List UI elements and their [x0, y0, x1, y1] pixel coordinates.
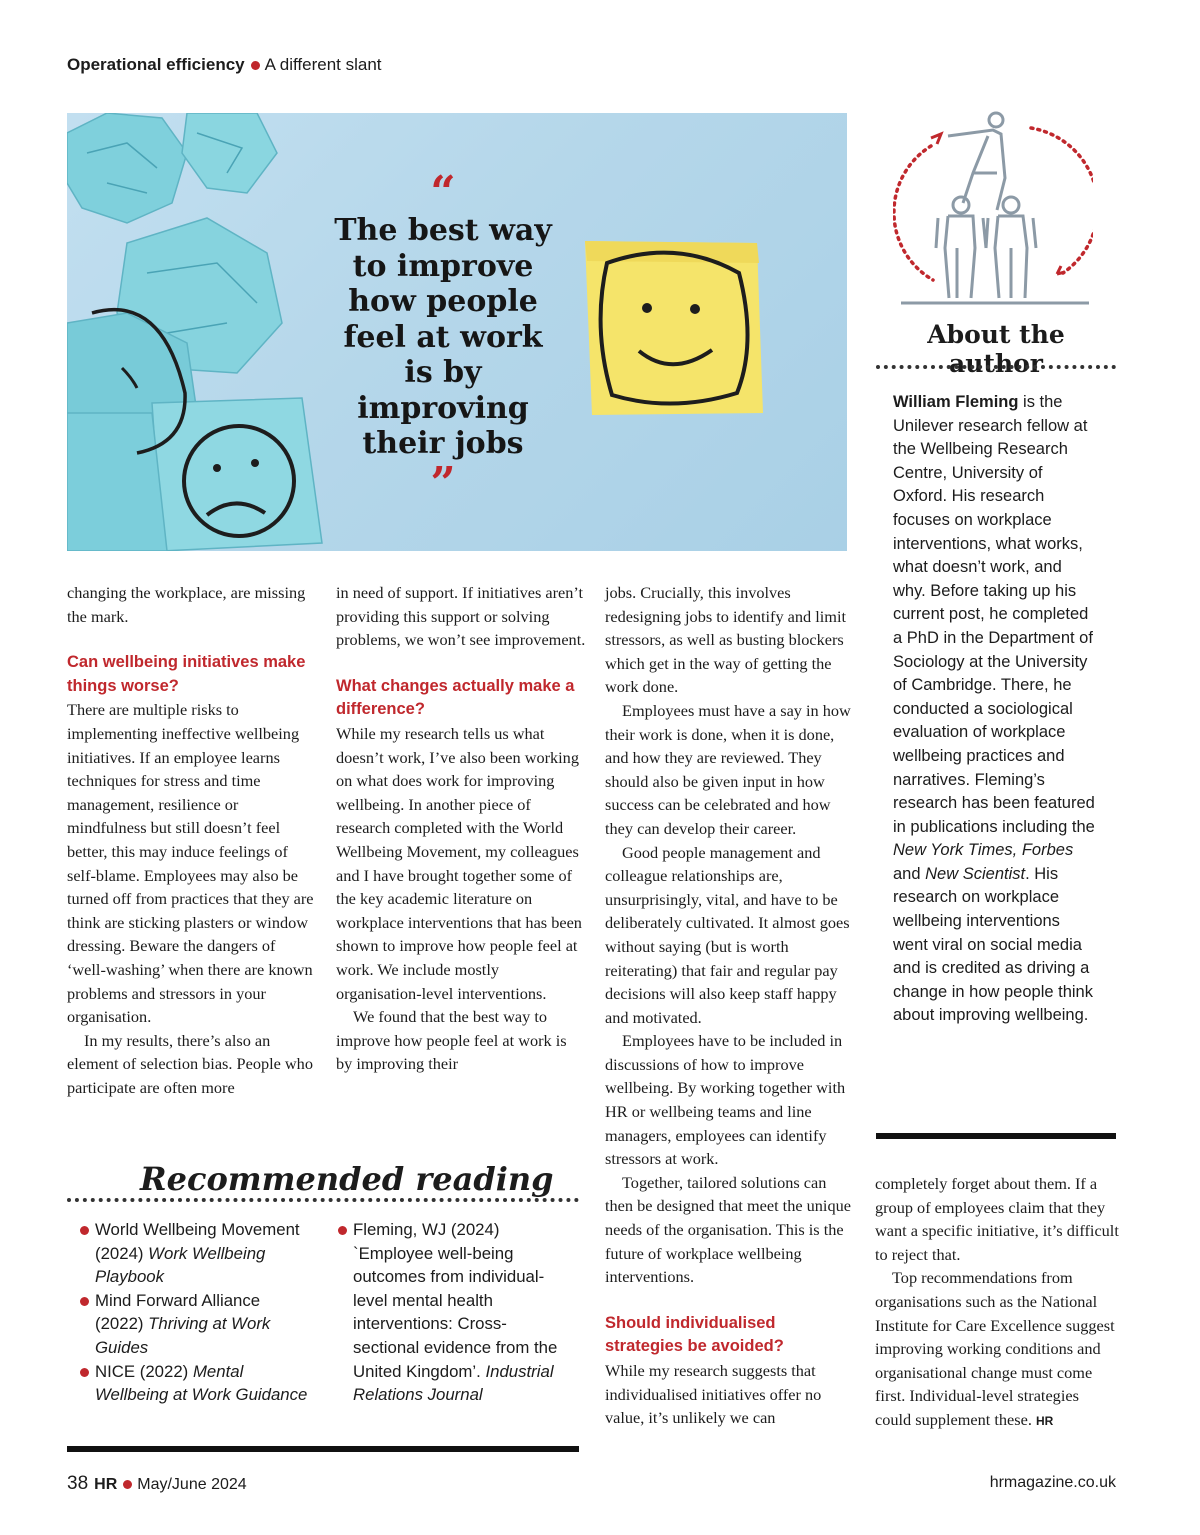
col1-para1: changing the workplace, are missing the mark. — [67, 583, 306, 626]
recommended-item — [67, 1360, 312, 1407]
page-number: 38 — [67, 1473, 89, 1494]
col1-para3: In my results, there’s also an element of selection bias. People who participate are often more — [67, 1030, 313, 1097]
recommended-list-right — [325, 1218, 570, 1407]
section-subtitle: A different slant — [264, 55, 382, 74]
recommended-title: Recommended reading — [140, 1160, 554, 1198]
col3-para3: Good people management and colleague relationships are, unsurprisingly, vital, and have to be deliberately cultivated. It almost goes without saying (but is worth reiterating) that fair and regular pay decisions will also keep staff happy and motivated. — [605, 842, 850, 1027]
rec-item-text: World Wellbeing Movement (2024) — [95, 1220, 300, 1263]
author-bio — [893, 391, 1098, 1028]
footer-left — [67, 1473, 247, 1495]
pub-forbes: Forbes — [1021, 841, 1074, 860]
end-mark: HR — [1035, 1413, 1054, 1428]
footer-url[interactable]: hrmagazine.co.uk — [989, 1474, 1116, 1491]
rec-item-text: Mind Forward Alliance (2022) — [95, 1290, 261, 1334]
col3-para5: Together, tailored solutions can then be designed that meet the unique needs of the organisation. This is the future of workplace wellbeing interventions. — [605, 1172, 851, 1287]
author-bottom-rule — [876, 1133, 1116, 1139]
column-1 — [67, 581, 317, 1099]
column-4 — [875, 1172, 1119, 1434]
rec-item-title: Industrial Relations Journal — [353, 1361, 554, 1405]
pub-nyt: New York Times, — [893, 841, 1018, 860]
footer-issue: May/June 2024 — [137, 1476, 247, 1493]
col1-heading: Can wellbeing initiatives make things worse? — [67, 653, 306, 695]
pub-and: and — [893, 864, 926, 883]
col2-para2: While my research tells us what doesn’t work, I’ve also been working on what does work for improving wellbeing. In another piece of research completed with the World Wellbeing Movement, my colleagues and I have brought together some of the key academic literature on workplace interventions that has been shown to improve how people feel at work. We include mostly organisation-level interventions. — [336, 723, 582, 1003]
bullet-dot — [123, 1480, 132, 1489]
col3-heading: Should individualised strategies be avoided? — [605, 1313, 784, 1356]
section-title: Operational efficiency — [67, 55, 245, 74]
pub-newscientist: New Scientist — [925, 864, 1026, 883]
hero-photo — [67, 113, 847, 551]
recommended-item — [325, 1218, 570, 1407]
recommended-dotted-rule — [67, 1198, 579, 1202]
recommended-item — [67, 1218, 312, 1289]
col3-para2: Employees must have a say in how their work is done, when it is done, and how they are reviewed. They should also be given input in how success can be celebrated and how they can develop their career. — [605, 700, 851, 838]
column-3 — [605, 581, 857, 1430]
author-bio-part1: is the Unilever research fellow at the Wellbeing Research Centre, University of Oxford. His research focuses on workplace interventions, what works, what doesn’t work, and why. Before taking up his current post, he completed a PhD in the Department of Sociology at the University of Cambridge. There, he conducted a sociological evaluation of workplace wellbeing practices and narratives. Fleming’s research has been featured in publications including the — [893, 393, 1095, 836]
author-box-title: About the author — [927, 320, 1065, 378]
rec-item-text: Fleming, WJ (2024) `Employee well-being outcomes from individual-level mental health interventions: Cross-sectional evidence from the United Kingdom’. — [353, 1220, 558, 1381]
pull-quote — [330, 167, 556, 509]
smiley-sticky-note — [585, 241, 763, 415]
col3-para1: jobs. Crucially, this involves redesigning jobs to identify and limit stressors, as well as busting blockers which get in the way of getting the work done. — [605, 583, 847, 697]
col3-para4: Employees have to be included in discussions of how to improve wellbeing. By working together with HR or wellbeing teams and line managers, employees can identify stressors at work. — [605, 1031, 846, 1169]
author-name: William Fleming — [893, 393, 1019, 411]
bullet-dot — [251, 61, 260, 70]
open-quote-mark: “ — [430, 167, 456, 218]
crumpled-paper — [67, 113, 322, 551]
col2-para3: We found that the best way to improve how people feel at work is by improving their — [336, 1007, 567, 1074]
people-pyramid-icon — [893, 108, 1093, 308]
bullet-dot — [80, 1226, 89, 1235]
author-bio-part2: . His research on workplace wellbeing interventions went viral on social media and is credited as driving a change in how people think about improving wellbeing. — [893, 864, 1093, 1025]
recommended-list-left — [67, 1218, 312, 1407]
col4-para1: completely forget about them. If a group of employees claim that they want a specific initiative, it’s difficult to reject that. — [875, 1174, 1119, 1264]
footer-mag: HR — [94, 1476, 118, 1493]
bullet-dot — [338, 1226, 347, 1235]
col4-para2-text: Top recommendations from organisations such as the National Institute for Care Excellence suggest improving working conditions and organisational change must come first. Individual-level strategies could supplement these. — [875, 1268, 1115, 1429]
pull-quote-text: The best way to improve how people feel at work is by improving their jobs — [334, 213, 552, 461]
bullet-dot — [80, 1297, 89, 1306]
rec-item-title: Thriving at Work Guides — [95, 1314, 271, 1357]
close-quote-mark: ” — [430, 457, 456, 509]
col2-para1: in need of support. If initiatives aren’t providing this support or solving problems, we won’t see improvement. — [336, 583, 586, 650]
col2-heading: What changes actually make a difference? — [336, 676, 575, 719]
recommended-bottom-rule — [67, 1446, 579, 1452]
rec-item-title: Mental Wellbeing at Work Guidance — [95, 1361, 308, 1405]
author-dotted-rule — [876, 365, 1116, 369]
section-header — [67, 55, 382, 75]
rec-item-text: NICE (2022) — [95, 1361, 193, 1381]
col4-para2 — [875, 1266, 1119, 1433]
column-2 — [336, 581, 586, 1076]
bullet-dot — [80, 1368, 89, 1377]
recommended-item — [67, 1289, 312, 1360]
col1-para2: There are multiple risks to implementing ineffective wellbeing initiatives. If an employee learns techniques for stress and time management, resilience or mindfulness but still doesn’t feel better, this may induce feelings of self-blame. Employees may also be turned off from practices that they are think are sticking plasters or window dressing. Beware the dangers of ‘well-washing’ when there are known problems and stressors in your organisation. — [67, 700, 314, 1027]
rec-item-title: Work Wellbeing Playbook — [95, 1243, 266, 1287]
col3-para6: While my research suggests that individualised initiatives offer no value, it’s unlikely we can — [605, 1361, 822, 1428]
